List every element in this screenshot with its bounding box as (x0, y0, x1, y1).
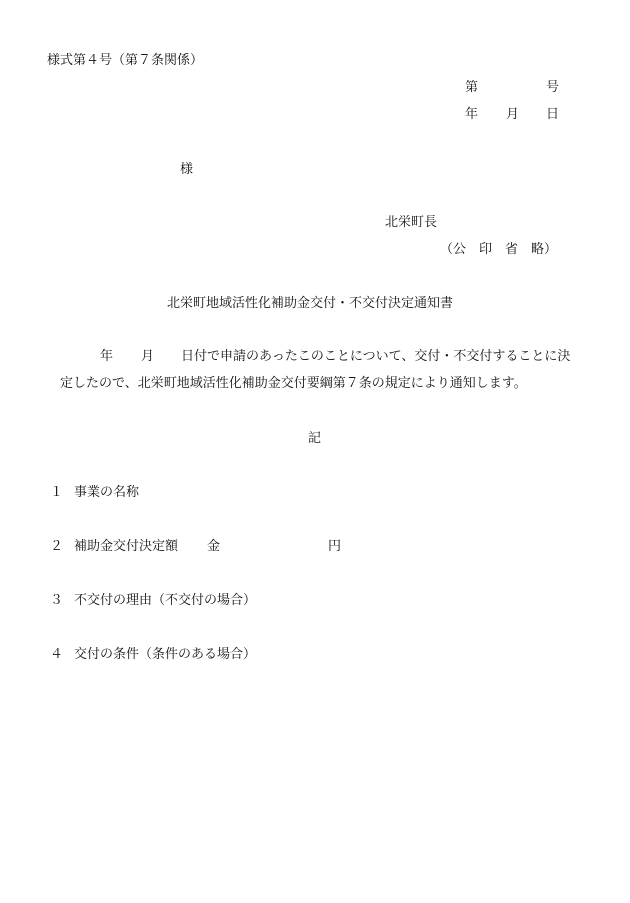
addressee-suffix: 様 (180, 162, 194, 177)
item-2-amount-prefix: 金 (207, 539, 221, 554)
date-year: 年 (465, 107, 479, 122)
date-month: 月 (506, 107, 520, 122)
body-line-1: 日付で申請のあったこのことについて、交付・不交付することに決 (181, 349, 571, 364)
body-line-2: 定したので、北栄町地域活性化補助金交付要綱第７条の規定により通知します。 (60, 376, 527, 391)
date-day: 日 (546, 107, 560, 122)
doc-number-suffix: 号 (546, 80, 560, 95)
item-3-number: ３ (50, 593, 64, 608)
seal-omitted-note: （公 印 省 略） (440, 242, 558, 257)
body-date-month: 月 (141, 349, 155, 364)
issuer-name: 北栄町長 (385, 215, 438, 230)
item-1-number: １ (50, 485, 64, 500)
item-4-label: 交付の条件（条件のある場合） (74, 647, 257, 662)
item-2-amount-suffix: 円 (328, 539, 342, 554)
document-title: 北栄町地域活性化補助金交付・不交付決定通知書 (167, 296, 454, 311)
ki-heading: 記 (308, 431, 322, 446)
item-3-label: 不交付の理由（不交付の場合） (74, 593, 257, 608)
form-number: 様式第４号（第７条関係） (47, 53, 204, 68)
item-2-number: ２ (50, 539, 64, 554)
doc-number-prefix: 第 (465, 80, 479, 95)
item-4-number: ４ (50, 647, 64, 662)
body-date-year: 年 (100, 349, 114, 364)
item-2-label: 補助金交付決定額 (74, 539, 179, 554)
item-1-label: 事業の名称 (74, 485, 140, 500)
